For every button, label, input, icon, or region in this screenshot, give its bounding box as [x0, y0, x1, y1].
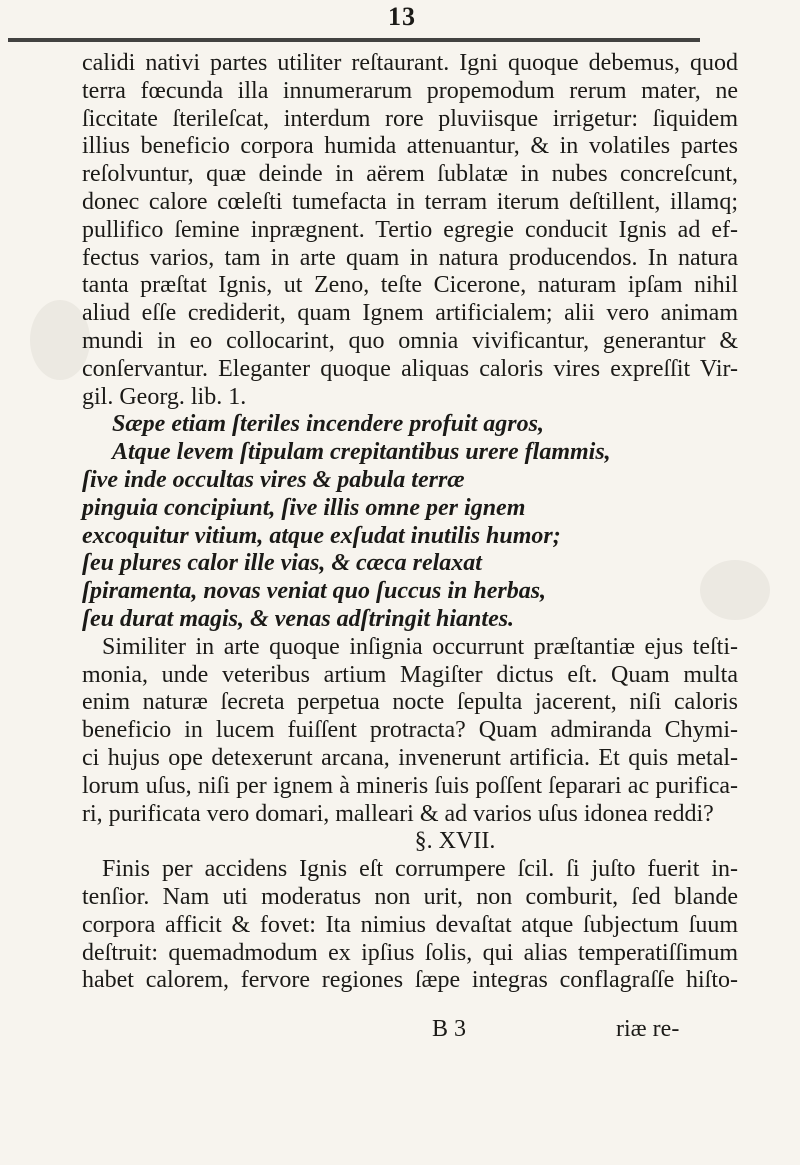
text-line: Similiter in arte quoque inſignia occurrunt præſtantiæ ejus teſti- [102, 633, 738, 660]
catchword: riæ re- [616, 1016, 680, 1042]
text-line: lorum uſus, niſi per ignem à mineris ſuis poſſent ſeparari ac purifica- [82, 772, 738, 799]
section-heading: §. XVII. [414, 828, 496, 855]
verse-line: excoquitur vitium, atque exſudat inutilis humor; [82, 522, 561, 549]
text-line: habet calorem, fervore regiones ſæpe integras conflagraſſe hiſto- [82, 967, 738, 994]
text-line: illius beneficio corpora humida attenuantur, & in volatiles partes [82, 133, 738, 160]
text-line: beneficio in lucem fuiſſent protracta? Quam admiranda Chymi- [82, 717, 738, 744]
text-line: pullifico ſemine inprægnent. Tertio egregie conducit Ignis ad ef- [82, 216, 738, 243]
verse-line: Sæpe etiam ſteriles incendere profuit agros, [112, 411, 544, 438]
text-line: donec calore cœleſti tumefacta in terram iterum deſtillent, illamq; [82, 188, 738, 215]
text-line: fectus varios, tam in arte quam in natura producendos. In natura [82, 244, 738, 271]
text-line: ci hujus ope detexerunt arcana, invenerunt artificia. Et quis metal- [82, 744, 738, 771]
text-line: calidi nativi partes utiliter reſtaurant. Igni quoque debemus, quod [82, 50, 738, 76]
top-rule [8, 38, 700, 42]
text-line: reſolvuntur, quæ deinde in aërem ſublatæ in nubes concreſcunt, [82, 161, 738, 188]
text-line: mundi in eo collocarint, quo omnia vivificantur, generantur & [82, 327, 738, 354]
verse-line: ſive inde occultas vires & pabula terræ [82, 466, 465, 493]
signature-mark: B 3 [432, 1016, 467, 1042]
text-line: Finis per accidens Ignis eſt corrumpere ſcil. ſi juſto fuerit in- [102, 856, 738, 883]
verse-line: pinguia concipiunt, ſive illis omne per ignem [82, 494, 526, 521]
text-line: terra fœcunda illa innumerarum propemodum rerum mater, ne [82, 77, 738, 104]
text-line: ri, purificata vero domari, malleari & ad varios uſus idonea reddi? [82, 800, 714, 827]
paper-stain [30, 300, 90, 380]
verse-line: ſeu durat magis, & venas adſtringit hiantes. [82, 605, 515, 632]
text-line: ſiccitate ſterileſcat, interdum rore pluviisque irrigetur: ſiquidem [82, 105, 738, 132]
page-number: 13 [388, 2, 416, 31]
text-line: tanta præſtat Ignis, ut Zeno, teſte Cicerone, naturam ipſam nihil [82, 272, 738, 299]
text-line: monia, unde veteribus artium Magiſter dictus eſt. Quam multa [82, 661, 738, 688]
text-line: enim naturæ ſecreta perpetua nocte ſepulta jacerent, niſi caloris [82, 689, 738, 716]
text-line: gil. Georg. lib. 1. [82, 383, 247, 410]
verse-line: ſeu plures calor ille vias, & cæca relaxat [82, 550, 482, 577]
text-line: corpora afficit & fovet: Ita nimius devaſtat atque ſubjectum ſuum [82, 911, 738, 938]
verse-line: Atque levem ſtipulam crepitantibus urere flammis, [112, 439, 611, 466]
verse-line: ſpiramenta, novas veniat quo ſuccus in herbas, [82, 578, 547, 605]
text-line: deſtruit: quemadmodum ex ipſius ſolis, qui alias temperatiſſimum [82, 939, 738, 966]
text-line: aliud eſſe crediderit, quam Ignem artificialem; alii vero animam [82, 300, 738, 327]
text-line: conſervantur. Eleganter quoque aliquas caloris vires expreſſit Vir- [82, 355, 738, 382]
body-text [82, 50, 738, 995]
text-line: tenſior. Nam uti moderatus non urit, non comburit, ſed blande [82, 883, 738, 910]
